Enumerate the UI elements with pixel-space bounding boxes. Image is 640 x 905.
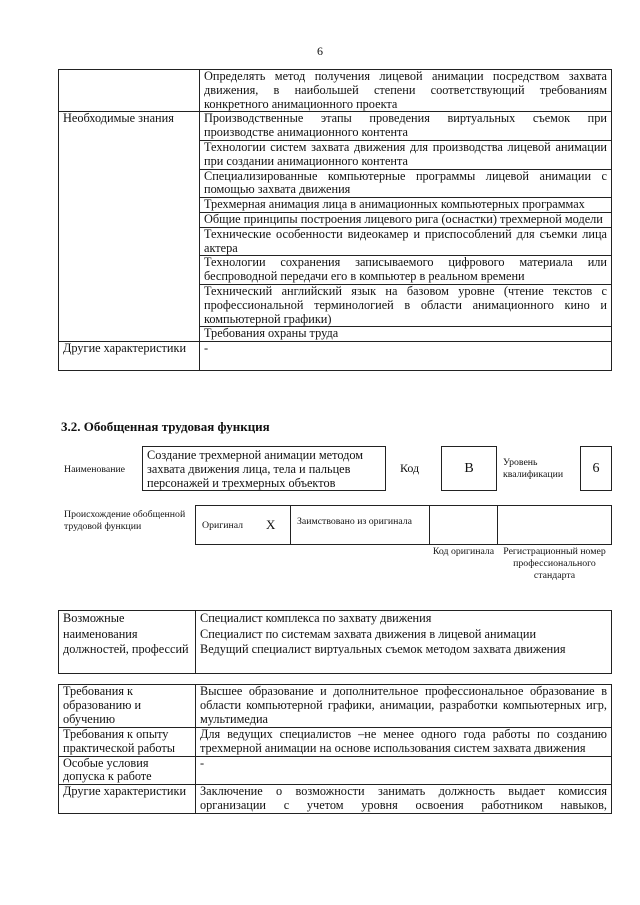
row-label: Требования к опыту практической работы (59, 728, 196, 757)
positions-table (58, 610, 612, 674)
table-cell: Высшее образование и дополнительное профессиональное образование в области компьютерной графики, анимации, разработки компьютерных игр, мультимедиа (196, 685, 612, 728)
table-cell: Трехмерная анимация лица в анимационных компьютерных программах (200, 198, 612, 213)
code-label: Код (400, 461, 420, 475)
original-cell (195, 505, 291, 545)
row-label: Требования к образованию и обучению (59, 685, 196, 728)
row-label: Другие характеристики (59, 342, 200, 371)
gtf-level-value: 6 (580, 446, 612, 491)
row-label: Возможные наименования должностей, профессий (59, 611, 196, 674)
table-cell: Определять метод получения лицевой анимации посредством захвата движения, в наибольшей степени соответствующий требованиям конкретного анимационного проекта (200, 70, 612, 112)
table-row (59, 342, 612, 371)
reg-number-caption: Регистрационный номер профессионального стандарта (503, 546, 606, 581)
knowledge-table (58, 69, 612, 371)
page-number: 6 (317, 44, 323, 58)
list-item: Ведущий специалист виртуальных съемок методом захвата движения (200, 642, 566, 656)
table-row (59, 70, 612, 112)
table-row (59, 112, 612, 141)
table-cell: Технологии систем захвата движения для производства лицевой анимации при создании анимационного контента (200, 140, 612, 169)
borrowed-label: Заимствовано из оригинала (297, 516, 412, 527)
reg-number-cell (497, 505, 612, 545)
gtf-code-value: B (441, 446, 497, 491)
row-label: Другие характеристики (59, 785, 196, 814)
table-cell: Технологии сохранения записываемого цифрового материала или беспроводной передачи его в компьютер в реальном времени (200, 256, 612, 285)
origin-label: Происхождение обобщенной трудовой функции (64, 509, 186, 532)
positions-cell (196, 611, 612, 674)
gtf-name-value: Создание трехмерной анимации методом захвата движения лица, тела и пальцев персонажей и трехмерных объектов (142, 446, 386, 491)
table-cell: - (196, 756, 612, 785)
original-mark: X (266, 517, 276, 532)
table-cell: Требования охраны труда (200, 327, 612, 342)
table-cell: Производственные этапы проведения виртуальных съемок при производстве анимационного контента (200, 112, 612, 141)
code-original-caption: Код оригинала (432, 546, 495, 557)
list-item: Специалист по системам захвата движения в лицевой анимации (200, 626, 537, 641)
table-cell: - (200, 342, 612, 371)
borrowed-cell (290, 505, 430, 545)
table-cell: Технические особенности видеокамер и приспособлений для съемки лица актера (200, 227, 612, 256)
table-row (59, 785, 612, 814)
empty-label-cell (59, 70, 200, 112)
row-label: Необходимые знания (59, 112, 200, 342)
requirements-table (58, 684, 612, 814)
table-cell: Заключение о возможности занимать должность выдает комиссия организации с учетом уровня освоения работником навыков, (196, 785, 612, 814)
section-heading: 3.2. Обобщенная трудовая функция (61, 419, 270, 434)
level-label: Уровень квалификации (503, 457, 564, 480)
name-label: Наименование (64, 464, 126, 475)
table-cell: Специализированные компьютерные программы лицевой анимации с помощью захвата движения (200, 169, 612, 198)
list-item: Специалист комплекса по захвату движения (200, 611, 432, 625)
table-row (59, 728, 612, 757)
table-row (59, 685, 612, 728)
table-row (59, 611, 612, 674)
table-cell: Для ведущих специалистов –не менее одного года работы по созданию трехмерной анимации на основе использования систем захвата движения (196, 728, 612, 757)
code-original-cell (429, 505, 498, 545)
original-label: Оригинал (202, 520, 244, 531)
table-cell: Технический английский язык на базовом уровне (чтение текстов с профессиональной терминологией в области анимационного кино и компьютерной графики) (200, 284, 612, 326)
table-row (59, 756, 612, 785)
table-cell: Общие принципы построения лицевого рига (оснастки) трехмерной модели (200, 212, 612, 227)
row-label: Особые условия допуска к работе (59, 756, 196, 785)
